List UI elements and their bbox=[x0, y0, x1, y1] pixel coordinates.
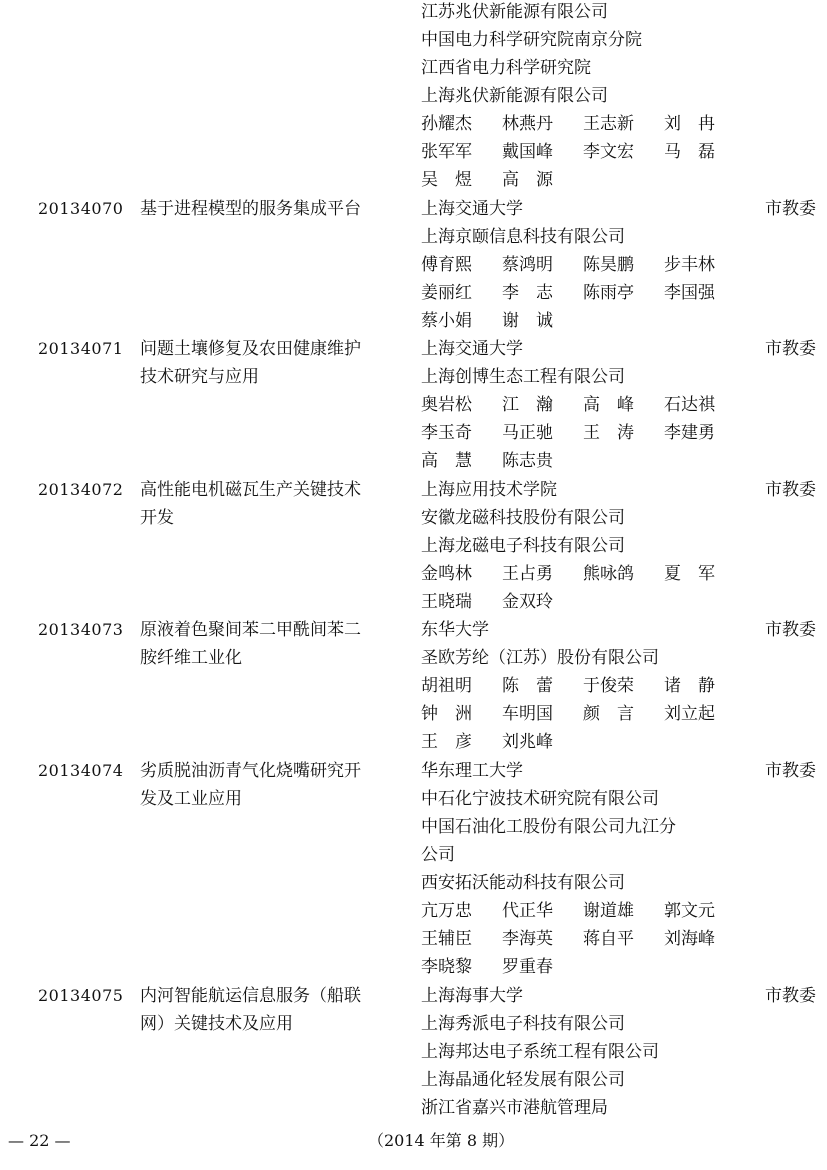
person-name: 刘海峰 bbox=[664, 929, 715, 950]
person-name: 步丰林 bbox=[664, 254, 715, 275]
organization-line: 上海晶通化轻发展有限公司 bbox=[421, 1069, 625, 1090]
project-title: 技术研究与应用 bbox=[140, 367, 259, 388]
project-title: 内河智能航运信息服务（船联 bbox=[140, 985, 361, 1006]
person-name: 刘兆峰 bbox=[502, 732, 553, 753]
person-name: 夏 军 bbox=[664, 564, 715, 584]
person-name: 郭文元 bbox=[664, 901, 715, 922]
project-title: 高性能电机磁瓦生产关键技术 bbox=[140, 479, 361, 500]
person-name: 王晓瑞 bbox=[421, 592, 472, 612]
organization-line: 中国石油化工股份有限公司九江分 bbox=[421, 816, 676, 837]
recommending-unit: 市教委 bbox=[765, 479, 816, 500]
person-name: 陈志贵 bbox=[502, 451, 553, 472]
person-name: 李晓黎 bbox=[421, 957, 472, 978]
person-name: 江 瀚 bbox=[502, 395, 553, 416]
page-number: — 22 — bbox=[8, 1131, 71, 1150]
person-name: 石达祺 bbox=[664, 395, 715, 416]
person-name: 王辅臣 bbox=[421, 929, 472, 950]
person-name: 李国强 bbox=[664, 282, 715, 303]
people-row bbox=[421, 307, 745, 335]
person-name: 李海英 bbox=[502, 929, 553, 950]
person-name: 于俊荣 bbox=[583, 676, 634, 697]
person-name: 王占勇 bbox=[502, 564, 553, 584]
organization-line: 上海创博生态工程有限公司 bbox=[421, 367, 625, 388]
person-name: 谢 诚 bbox=[502, 310, 553, 331]
people-row bbox=[421, 672, 745, 700]
person-name: 戴国峰 bbox=[502, 142, 553, 163]
person-name: 谢道雄 bbox=[583, 901, 634, 922]
person-name: 代正华 bbox=[502, 901, 553, 922]
person-name: 陈昊鹏 bbox=[583, 254, 634, 275]
person-name: 蔡小娟 bbox=[421, 310, 472, 331]
person-name: 亢万忠 bbox=[421, 901, 472, 922]
recommending-unit: 市教委 bbox=[765, 760, 816, 781]
person-name: 李 志 bbox=[502, 282, 553, 303]
person-name: 陈 蕾 bbox=[502, 676, 553, 697]
person-name: 李文宏 bbox=[583, 142, 634, 163]
people-row bbox=[421, 138, 745, 166]
person-name: 李玉奇 bbox=[421, 423, 472, 444]
person-name: 钟 洲 bbox=[421, 704, 472, 725]
organization-line: 中石化宁波技术研究院有限公司 bbox=[421, 788, 659, 809]
organization-line: 江西省电力科学研究院 bbox=[421, 58, 591, 79]
project-title: 胺纤维工业化 bbox=[140, 648, 242, 669]
person-name: 胡祖明 bbox=[421, 676, 472, 697]
project-number: 20134072 bbox=[38, 479, 124, 499]
organization-line: 上海海事大学 bbox=[421, 985, 523, 1006]
person-name: 王 涛 bbox=[583, 423, 634, 444]
person-name: 姜丽红 bbox=[421, 282, 472, 303]
project-number: 20134075 bbox=[38, 985, 124, 1005]
organization-line: 安徽龙磁科技股份有限公司 bbox=[421, 507, 625, 528]
project-title: 网）关键技术及应用 bbox=[140, 1013, 293, 1034]
entry-people bbox=[421, 391, 745, 475]
issue-label: （2014 年第 8 期） bbox=[368, 1131, 515, 1150]
organization-line: 中国电力科学研究院南京分院 bbox=[421, 30, 642, 51]
person-name: 陈雨亭 bbox=[583, 282, 634, 303]
people-row bbox=[421, 897, 745, 925]
person-name: 高 慧 bbox=[421, 451, 472, 472]
recommending-unit: 市教委 bbox=[765, 985, 816, 1006]
people-row bbox=[421, 251, 745, 279]
organization-line: 西安拓沃能动科技有限公司 bbox=[421, 873, 625, 894]
entry-people bbox=[421, 251, 745, 335]
organization-line: 公司 bbox=[421, 845, 455, 865]
person-name: 傅育熙 bbox=[421, 254, 472, 275]
people-row bbox=[421, 279, 745, 307]
person-name: 罗重春 bbox=[502, 957, 553, 978]
organization-line: 上海交通大学 bbox=[421, 339, 523, 360]
project-number: 20134074 bbox=[38, 760, 124, 780]
continuation-people bbox=[421, 110, 745, 194]
project-title: 问题土壤修复及农田健康维护 bbox=[140, 339, 361, 360]
person-name: 王 彦 bbox=[421, 732, 472, 753]
people-row bbox=[421, 925, 745, 953]
organization-line: 江苏兆伏新能源有限公司 bbox=[421, 2, 608, 22]
person-name: 刘 冉 bbox=[664, 114, 715, 135]
organization-line: 上海秀派电子科技有限公司 bbox=[421, 1013, 625, 1034]
entry-people bbox=[421, 897, 745, 981]
person-name: 颜 言 bbox=[583, 704, 634, 725]
person-name: 高 源 bbox=[502, 170, 553, 191]
person-name: 马 磊 bbox=[664, 142, 715, 163]
person-name: 林燕丹 bbox=[502, 114, 553, 135]
project-title: 劣质脱油沥青气化烧嘴研究开 bbox=[140, 760, 361, 781]
person-name: 孙耀杰 bbox=[421, 114, 472, 135]
recommending-unit: 市教委 bbox=[765, 620, 816, 641]
organization-line: 上海龙磁电子科技有限公司 bbox=[421, 535, 625, 556]
person-name: 吴 煜 bbox=[421, 170, 472, 191]
person-name: 张军军 bbox=[421, 142, 472, 163]
people-row bbox=[421, 166, 745, 194]
entry-people bbox=[421, 560, 745, 616]
people-row bbox=[421, 700, 745, 728]
person-name: 王志新 bbox=[583, 114, 634, 135]
project-title: 基于进程模型的服务集成平台 bbox=[140, 198, 361, 219]
person-name: 李建勇 bbox=[664, 423, 715, 444]
person-name: 熊咏鸽 bbox=[583, 564, 634, 584]
organization-line: 上海兆伏新能源有限公司 bbox=[421, 86, 608, 107]
organization-line: 上海邦达电子系统工程有限公司 bbox=[421, 1041, 659, 1062]
people-row bbox=[421, 560, 745, 588]
organization-line: 上海京颐信息科技有限公司 bbox=[421, 226, 625, 247]
organization-line: 圣欧芳纶（江苏）股份有限公司 bbox=[421, 648, 659, 669]
recommending-unit: 市教委 bbox=[765, 198, 816, 219]
person-name: 高 峰 bbox=[583, 395, 634, 416]
people-row bbox=[421, 391, 745, 419]
people-row bbox=[421, 110, 745, 138]
project-number: 20134073 bbox=[38, 620, 124, 640]
recommending-unit: 市教委 bbox=[765, 339, 816, 360]
project-title: 开发 bbox=[140, 507, 174, 528]
person-name: 奥岩松 bbox=[421, 395, 472, 416]
person-name: 诸 静 bbox=[664, 676, 715, 697]
organization-line: 浙江省嘉兴市港航管理局 bbox=[421, 1097, 608, 1118]
organization-line: 东华大学 bbox=[421, 620, 489, 641]
organization-line: 华东理工大学 bbox=[421, 760, 523, 781]
person-name: 马正驰 bbox=[502, 423, 553, 444]
project-number: 20134071 bbox=[38, 339, 124, 359]
person-name: 刘立起 bbox=[664, 704, 715, 725]
project-title: 原液着色聚间苯二甲酰间苯二 bbox=[140, 620, 361, 641]
organization-line: 上海交通大学 bbox=[421, 198, 523, 219]
people-row bbox=[421, 728, 745, 756]
people-row bbox=[421, 447, 745, 475]
project-number: 20134070 bbox=[38, 198, 124, 218]
person-name: 蒋自平 bbox=[583, 929, 634, 950]
people-row bbox=[421, 588, 745, 616]
project-title: 发及工业应用 bbox=[140, 788, 242, 809]
people-row bbox=[421, 953, 745, 981]
person-name: 金双玲 bbox=[502, 592, 553, 612]
person-name: 蔡鸿明 bbox=[502, 254, 553, 275]
person-name: 车明国 bbox=[502, 704, 553, 725]
people-row bbox=[421, 419, 745, 447]
entry-people bbox=[421, 672, 745, 756]
person-name: 金鸣林 bbox=[421, 564, 472, 584]
organization-line: 上海应用技术学院 bbox=[421, 479, 557, 500]
